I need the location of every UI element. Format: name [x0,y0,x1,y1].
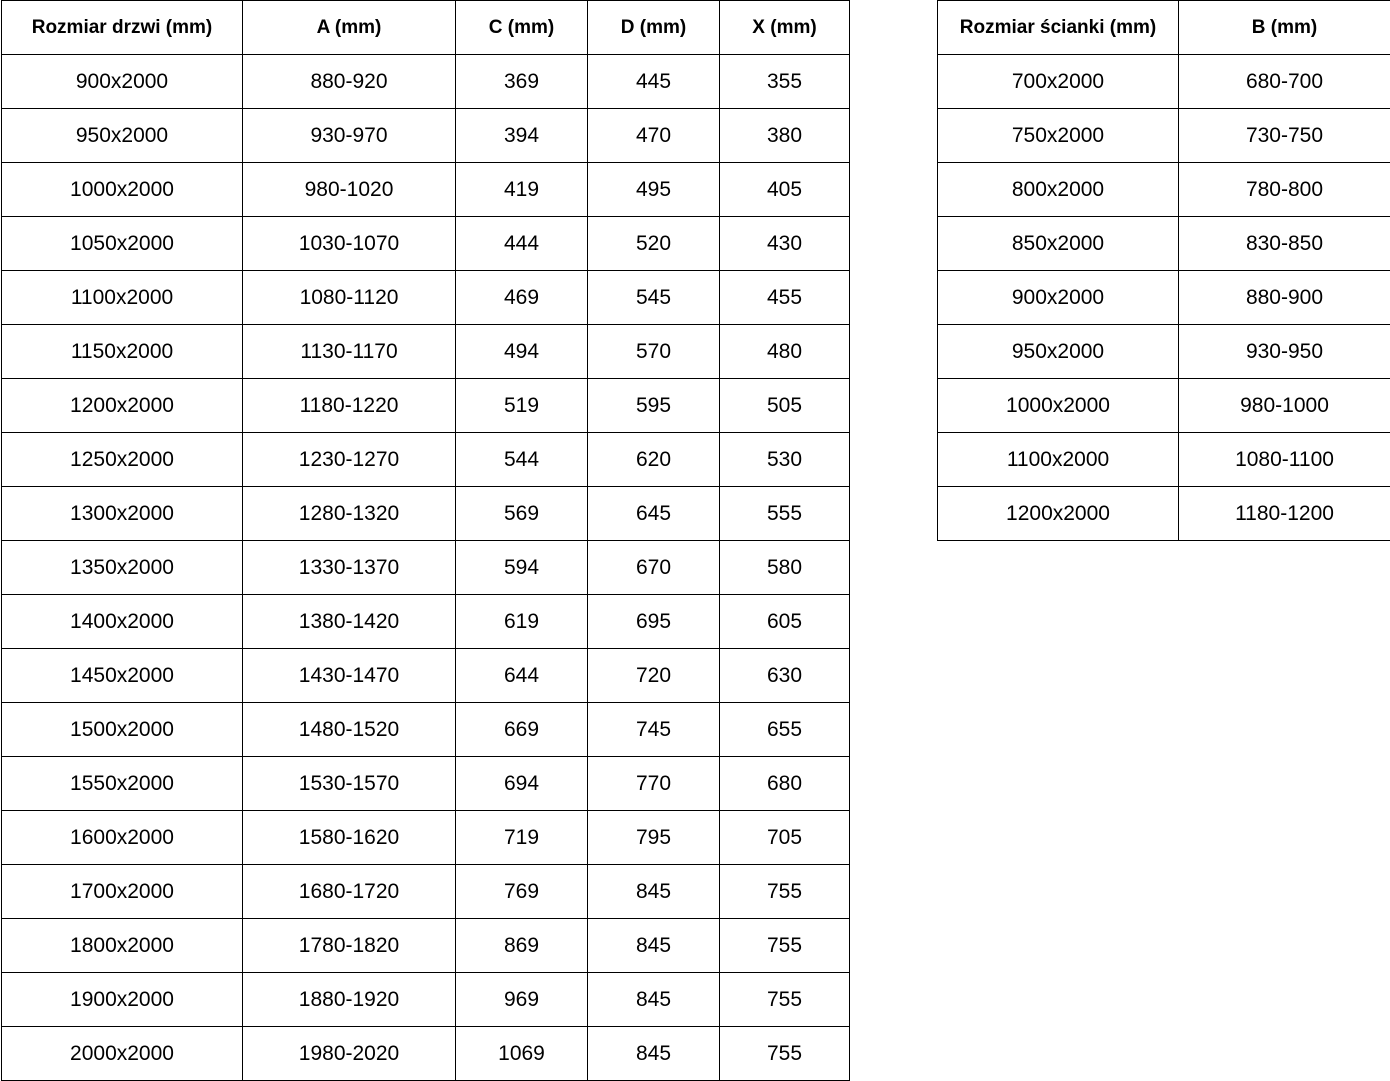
table-cell: 1800x2000 [2,919,243,973]
table-cell: 369 [456,55,588,109]
table-cell: 980-1000 [1179,379,1390,433]
table-cell: 1880-1920 [243,973,456,1027]
table-cell: 1350x2000 [2,541,243,595]
table-cell: 1250x2000 [2,433,243,487]
table-cell: 2000x2000 [2,1027,243,1081]
table-row [938,379,1390,433]
table-cell: 950x2000 [2,109,243,163]
table-cell: 745 [588,703,720,757]
column-header: C (mm) [456,1,588,55]
table-cell: 1180-1220 [243,379,456,433]
table-row [2,217,850,271]
table-cell: 480 [720,325,850,379]
table-cell: 1530-1570 [243,757,456,811]
table-row [2,325,850,379]
table-cell: 394 [456,109,588,163]
table-cell: 1030-1070 [243,217,456,271]
table-cell: 569 [456,487,588,541]
table-cell: 700x2000 [938,55,1179,109]
table-cell: 405 [720,163,850,217]
header-row [938,1,1390,55]
table-cell: 380 [720,109,850,163]
table-cell: 1000x2000 [938,379,1179,433]
table-row [2,541,850,595]
table-cell: 755 [720,865,850,919]
table-cell: 445 [588,55,720,109]
table-cell: 1100x2000 [2,271,243,325]
table-row [2,865,850,919]
table-row [938,433,1390,487]
table-cell: 630 [720,649,850,703]
table-row [2,595,850,649]
table-cell: 900x2000 [2,55,243,109]
table-cell: 1550x2000 [2,757,243,811]
table-cell: 644 [456,649,588,703]
table-row [2,55,850,109]
table-cell: 1330-1370 [243,541,456,595]
table-cell: 930-970 [243,109,456,163]
table-cell: 430 [720,217,850,271]
table-cell: 519 [456,379,588,433]
table-cell: 770 [588,757,720,811]
table-cell: 845 [588,865,720,919]
table-cell: 1050x2000 [2,217,243,271]
table-cell: 730-750 [1179,109,1390,163]
table-cell: 530 [720,433,850,487]
table-row [938,325,1390,379]
table-cell: 695 [588,595,720,649]
table-cell: 1700x2000 [2,865,243,919]
table-cell: 1400x2000 [2,595,243,649]
table-cell: 620 [588,433,720,487]
table-cell: 755 [720,973,850,1027]
wall-sizes-table-head [938,1,1390,55]
table-cell: 755 [720,919,850,973]
table-row [2,271,850,325]
table-cell: 795 [588,811,720,865]
table-cell: 1300x2000 [2,487,243,541]
table-cell: 655 [720,703,850,757]
table-cell: 869 [456,919,588,973]
table-row [938,487,1390,541]
table-cell: 495 [588,163,720,217]
table-row [938,163,1390,217]
table-cell: 880-900 [1179,271,1390,325]
table-cell: 1200x2000 [938,487,1179,541]
table-cell: 1230-1270 [243,433,456,487]
table-cell: 950x2000 [938,325,1179,379]
table-cell: 980-1020 [243,163,456,217]
table-cell: 580 [720,541,850,595]
table-cell: 1069 [456,1027,588,1081]
table-cell: 1100x2000 [938,433,1179,487]
table-cell: 670 [588,541,720,595]
table-row [938,109,1390,163]
column-header: B (mm) [1179,1,1390,55]
table-cell: 969 [456,973,588,1027]
table-cell: 619 [456,595,588,649]
column-header: D (mm) [588,1,720,55]
table-cell: 455 [720,271,850,325]
table-cell: 1580-1620 [243,811,456,865]
table-cell: 595 [588,379,720,433]
table-cell: 694 [456,757,588,811]
wall-sizes-table-body [938,55,1390,541]
table-cell: 1900x2000 [2,973,243,1027]
table-cell: 769 [456,865,588,919]
table-cell: 444 [456,217,588,271]
table-cell: 900x2000 [938,271,1179,325]
table-cell: 880-920 [243,55,456,109]
table-row [2,757,850,811]
table-cell: 845 [588,919,720,973]
column-header: Rozmiar drzwi (mm) [2,1,243,55]
table-row [2,1027,850,1081]
table-cell: 1500x2000 [2,703,243,757]
table-cell: 469 [456,271,588,325]
table-cell: 1450x2000 [2,649,243,703]
table-cell: 1380-1420 [243,595,456,649]
table-row [938,271,1390,325]
table-cell: 800x2000 [938,163,1179,217]
table-cell: 645 [588,487,720,541]
table-row [2,973,850,1027]
table-cell: 850x2000 [938,217,1179,271]
table-cell: 1080-1100 [1179,433,1390,487]
table-cell: 594 [456,541,588,595]
table-cell: 1150x2000 [2,325,243,379]
table-cell: 1130-1170 [243,325,456,379]
table-cell: 1600x2000 [2,811,243,865]
table-cell: 845 [588,1027,720,1081]
table-cell: 355 [720,55,850,109]
table-row [938,55,1390,109]
column-header: A (mm) [243,1,456,55]
table-cell: 1780-1820 [243,919,456,973]
table-cell: 1180-1200 [1179,487,1390,541]
column-header: X (mm) [720,1,850,55]
table-row [938,217,1390,271]
table-row [2,379,850,433]
table-cell: 1080-1120 [243,271,456,325]
table-row [2,109,850,163]
table-cell: 845 [588,973,720,1027]
table-row [2,703,850,757]
table-cell: 545 [588,271,720,325]
table-cell: 544 [456,433,588,487]
table-cell: 780-800 [1179,163,1390,217]
table-cell: 680-700 [1179,55,1390,109]
wall-sizes-table [937,0,1390,541]
table-row [2,649,850,703]
table-cell: 520 [588,217,720,271]
table-cell: 605 [720,595,850,649]
door-sizes-table-head [2,1,850,55]
table-cell: 505 [720,379,850,433]
table-row [2,163,850,217]
table-row [2,487,850,541]
table-cell: 719 [456,811,588,865]
table-cell: 930-950 [1179,325,1390,379]
table-cell: 669 [456,703,588,757]
table-cell: 419 [456,163,588,217]
table-cell: 1000x2000 [2,163,243,217]
table-cell: 494 [456,325,588,379]
table-cell: 1480-1520 [243,703,456,757]
table-row [2,919,850,973]
table-cell: 755 [720,1027,850,1081]
table-cell: 1980-2020 [243,1027,456,1081]
table-cell: 470 [588,109,720,163]
door-sizes-table [1,0,850,1081]
table-row [2,811,850,865]
table-cell: 570 [588,325,720,379]
table-cell: 720 [588,649,720,703]
column-header: Rozmiar ścianki (mm) [938,1,1179,55]
table-cell: 1280-1320 [243,487,456,541]
table-cell: 830-850 [1179,217,1390,271]
table-row [2,433,850,487]
door-sizes-table-body [2,55,850,1081]
table-cell: 705 [720,811,850,865]
table-cell: 555 [720,487,850,541]
table-cell: 1680-1720 [243,865,456,919]
table-cell: 680 [720,757,850,811]
table-cell: 1200x2000 [2,379,243,433]
table-cell: 750x2000 [938,109,1179,163]
table-cell: 1430-1470 [243,649,456,703]
header-row [2,1,850,55]
